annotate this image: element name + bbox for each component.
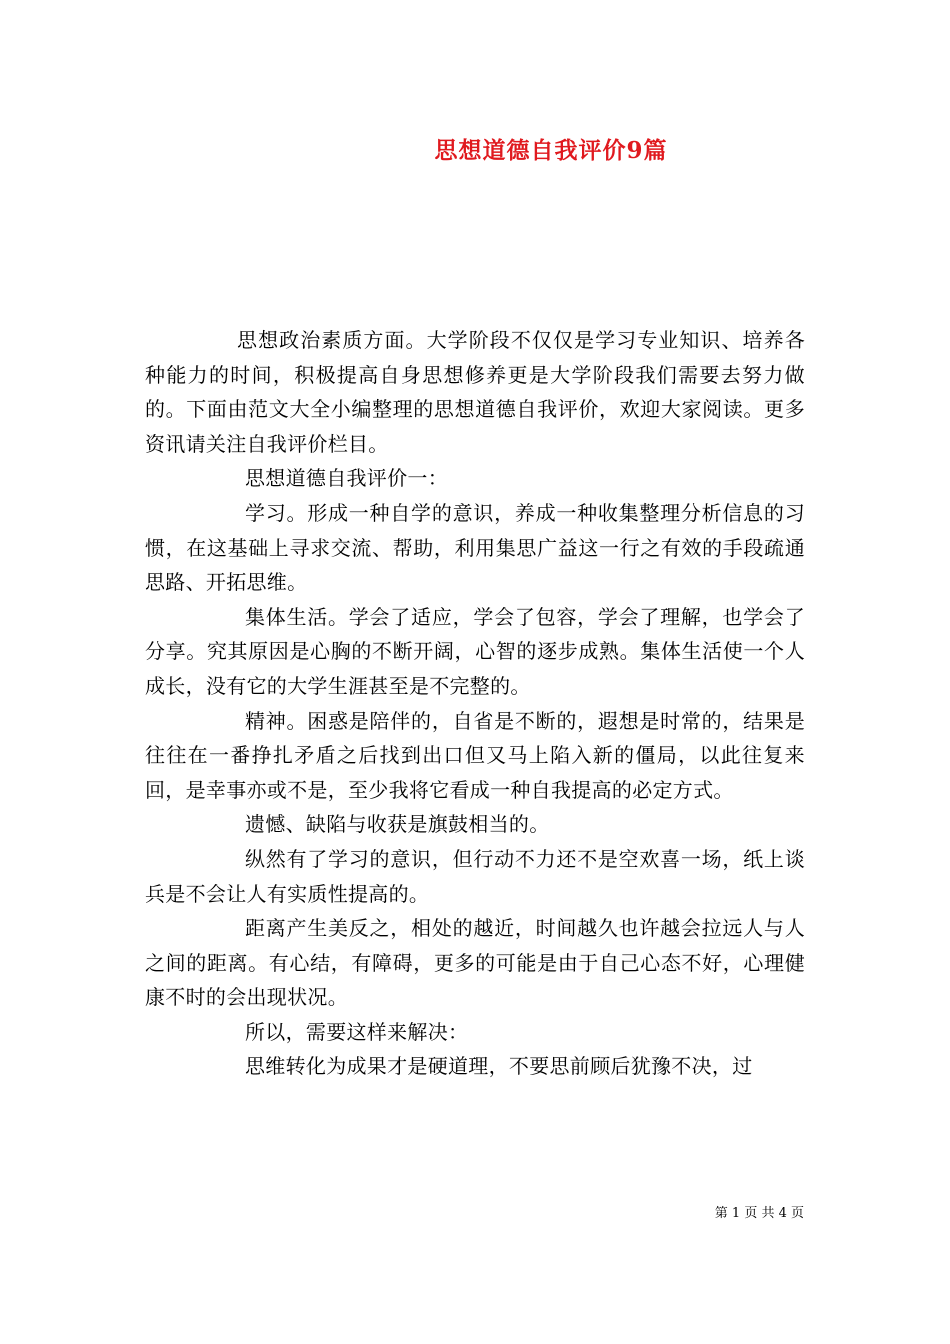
paragraph-intro: 思想政治素质方面。大学阶段不仅仅是学习专业知识、培养各种能力的时间，积极提高自身思想修养更是大学阶段我们需要去努力做的。下面由范文大全小编整理的思想道德自我评价，欢迎大家阅读。更多资讯请关注自我评价栏目。 — [145, 328, 805, 456]
paragraph-solution-intro: 所以，需要这样来解决： — [245, 1019, 469, 1044]
page-footer: 第 1 页 共 4 页 — [714, 1206, 804, 1221]
paragraph-study: 学习。形成一种自学的意识，养成一种收集整理分析信息的习惯，在这基础上寻求交流、帮助，利用集思广益这一行之有效的手段疏通思路、开拓思维。 — [145, 500, 805, 595]
paragraph-distance: 距离产生美反之，相处的越近，时间越久也许越会拉远人与人之间的距离。有心结，有障碍，更多的可能是由于自己心态不好，心理健康不时的会出现状况。 — [145, 916, 805, 1010]
paragraph-regrets: 遗憾、缺陷与收获是旗鼓相当的。 — [245, 812, 550, 837]
paragraph-action: 纵然有了学习的意识，但行动不力还不是空欢喜一场，纸上谈兵是不会让人有实质性提高的。 — [145, 846, 805, 906]
paragraph-spirit: 精神。困惑是陪伴的，自省是不断的，遐想是时常的，结果是往往在一番挣扎矛盾之后找到出口但又马上陷入新的僵局，以此往复来回，是幸事亦或不是，至少我将它看成一种自我提高的必定方式。 — [145, 708, 805, 802]
document-body — [145, 323, 805, 1084]
paragraph-collective-life: 集体生活。学会了适应，学会了包容，学会了理解，也学会了分享。究其原因是心胸的不断开阔，心智的逐步成熟。集体生活使一个人成长，没有它的大学生涯甚至是不完整的。 — [145, 604, 805, 698]
paragraph-solution: 思维转化为成果才是硬道理，不要思前顾后犹豫不决，过 — [245, 1054, 753, 1079]
paragraph-section-heading: 思想道德自我评价一： — [245, 466, 448, 491]
page-title: 思想道德自我评价9篇 — [434, 137, 668, 164]
